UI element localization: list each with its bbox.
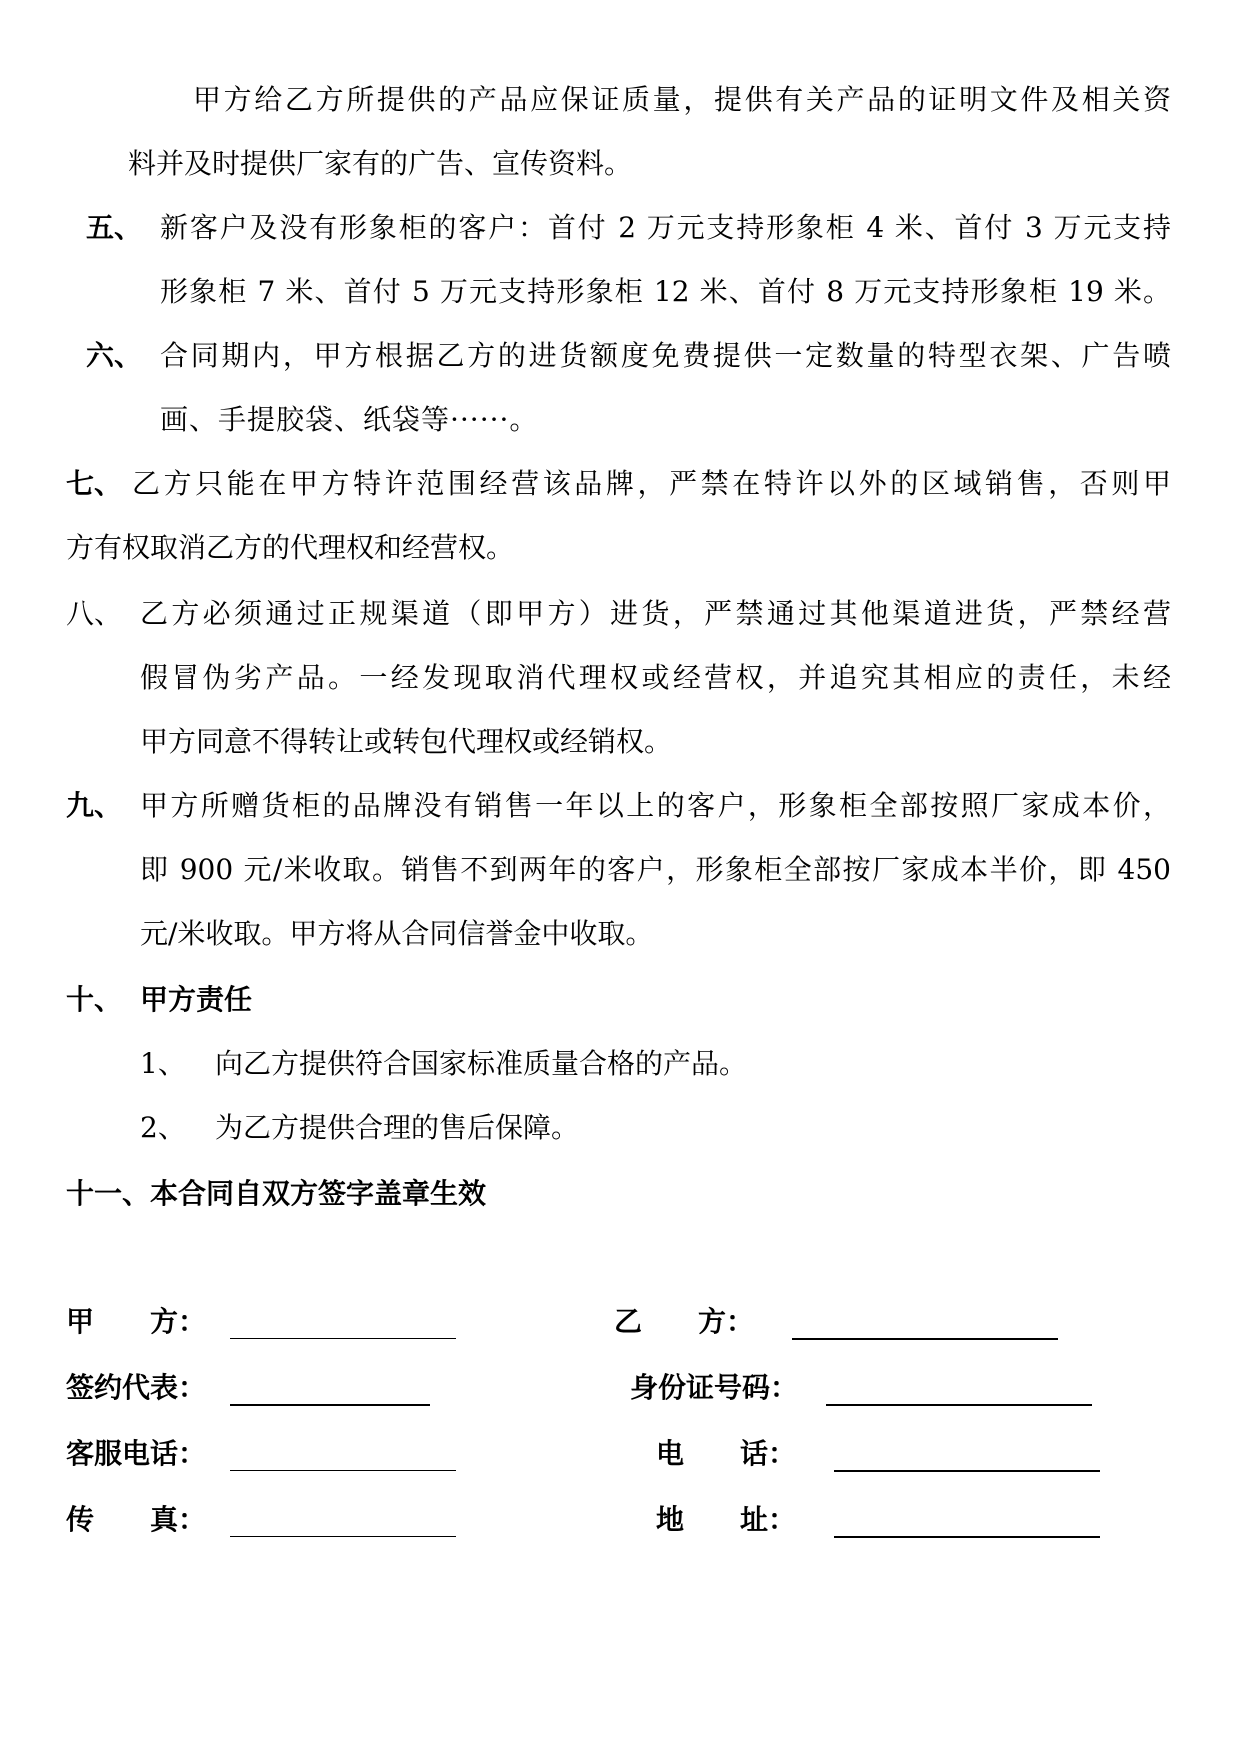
clause-8-line-2: 假冒伪劣产品。一经发现取消代理权或经营权，并追究其相应的责任，未经 (140, 661, 1171, 694)
clause-7-line-2: 方有权取消乙方的代理权和经营权。 (66, 531, 515, 564)
clause-8-line-1: 乙方必须通过正规渠道（即甲方）进货，严禁通过其他渠道进货，严禁经营 (140, 597, 1171, 630)
clause-9-line-2: 即 900 元/米收取。销售不到两年的客户，形象柜全部按厂家成本半价，即 450 (140, 853, 1171, 886)
id-number-blank[interactable] (826, 1404, 1092, 1406)
intro-line-1: 甲方给乙方所提供的产品应保证质量，提供有关产品的证明文件及相关资 (193, 83, 1171, 116)
clause-8-line-3: 甲方同意不得转让或转包代理权或经销权。 (140, 725, 673, 758)
address-label: 地 址： (656, 1503, 797, 1536)
clause-9-line-1: 甲方所赠货柜的品牌没有销售一年以上的客户，形象柜全部按照厂家成本价， (140, 789, 1171, 822)
fax-blank[interactable] (230, 1536, 456, 1537)
clause-10-item-2-text: 为乙方提供合理的售后保障。 (215, 1111, 580, 1144)
clause-9-number: 九、 (66, 789, 123, 822)
clause-6-number: 六、 (86, 339, 143, 372)
clause-5-line-1: 新客户及没有形象柜的客户：首付 2 万元支持形象柜 4 米、首付 3 万元支持 (160, 211, 1171, 244)
service-phone-label: 客服电话： (66, 1437, 207, 1470)
clause-6-line-1: 合同期内，甲方根据乙方的进货额度免费提供一定数量的特型衣架、广告喷 (160, 339, 1171, 372)
phone-blank[interactable] (834, 1470, 1100, 1472)
clause-5-line-2: 形象柜 7 米、首付 5 万元支持形象柜 12 米、首付 8 万元支持形象柜 19 米。 (160, 275, 1171, 308)
fax-label: 传 真： (66, 1503, 207, 1536)
clause-9-line-3: 元/米收取。甲方将从合同信誉金中收取。 (140, 917, 654, 950)
phone-label: 电 话： (656, 1437, 797, 1470)
representative-label: 签约代表： (66, 1371, 207, 1404)
party-b-blank[interactable] (792, 1338, 1058, 1340)
clause-11-text: 十一、本合同自双方签字盖章生效 (66, 1177, 487, 1210)
id-number-label: 身份证号码： (630, 1371, 799, 1404)
clause-10-item-1-text: 向乙方提供符合国家标准质量合格的产品。 (215, 1047, 748, 1080)
clause-7-line-1: 乙方只能在甲方特许范围经营该品牌，严禁在特许以外的区域销售，否则甲 (132, 467, 1171, 500)
clause-10-title: 甲方责任 (140, 983, 253, 1016)
address-blank[interactable] (834, 1536, 1100, 1538)
clause-5-number: 五、 (86, 211, 143, 244)
party-a-blank[interactable] (230, 1338, 456, 1339)
intro-line-2: 料并及时提供厂家有的广告、宣传资料。 (128, 147, 633, 180)
service-phone-blank[interactable] (230, 1470, 456, 1471)
clause-10-item-1-number: 1、 (140, 1047, 186, 1080)
clause-10-number: 十、 (66, 983, 123, 1016)
party-a-label: 甲 方： (66, 1305, 207, 1338)
clause-7-number: 七、 (66, 467, 123, 500)
clause-8-number: 八、 (66, 597, 123, 630)
representative-blank[interactable] (230, 1404, 430, 1406)
clause-10-item-2-number: 2、 (140, 1111, 186, 1144)
clause-6-line-2: 画、手提胶袋、纸袋等······。 (160, 403, 539, 436)
party-b-label: 乙 方： (614, 1305, 755, 1338)
